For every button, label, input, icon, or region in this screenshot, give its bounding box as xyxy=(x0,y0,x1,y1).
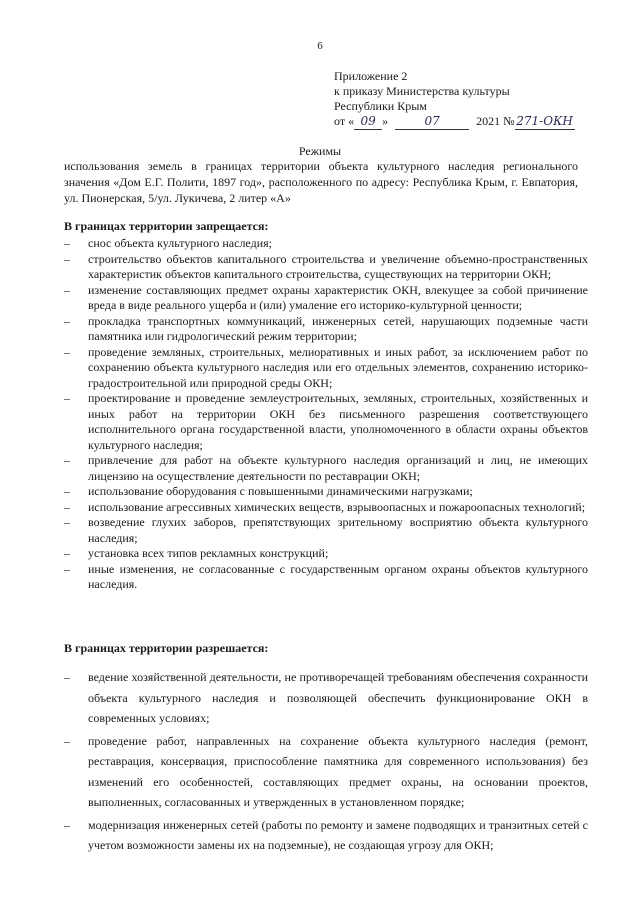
appendix-block xyxy=(334,69,575,130)
list-item: – установка всех типов рекламных конструкций; xyxy=(64,546,588,562)
allowed-heading: В границах территории разрешается: xyxy=(64,641,269,655)
list-item: – проведение земляных, строительных, мелиоративных и иных работ, за исключением работ по сохранению объекта культурного наследия или его отдельных элементов, сохранению историко-градостроительной или природной среды ОКН; xyxy=(64,345,588,392)
date-mid: » xyxy=(382,114,389,128)
order-date-line xyxy=(334,114,575,130)
appendix-line-3: Республики Крым xyxy=(334,99,427,113)
order-month: 07 xyxy=(395,114,469,130)
document-title: Режимы xyxy=(298,144,342,158)
list-item: – иные изменения, не согласованные с государственным органом охраны объектов культурного наследия. xyxy=(64,562,588,593)
intro-paragraph: использования земель в границах территории объекта культурного наследия регионального значения «Дом Е.Г. Полити, 1897 год», расположенного по адресу: Республика Крым, г. Евпатория, ул. Пионерская, 5/ул. Лукичева, 2 литер «А» xyxy=(64,159,578,205)
date-prefix: от « xyxy=(334,114,355,128)
list-item: – ведение хозяйственной деятельности, не противоречащей требованиям обеспечения сохранности объекта культурного наследия и позволяющей обеспечить функционирование ОКН в современных условиях; xyxy=(64,667,588,729)
list-item: – изменение составляющих предмет охраны характеристик ОКН, влекущее за собой причинение вреда в виде реального ущерба и (или) умаление его историко-культурной ценности; xyxy=(64,283,588,314)
allowed-list xyxy=(64,667,588,858)
list-item: – возведение глухих заборов, препятствующих зрительному восприятию объекта культурного наследия; xyxy=(64,515,588,546)
prohibited-list xyxy=(64,236,588,593)
order-year: 2021 № xyxy=(476,114,515,128)
order-day: 09 xyxy=(354,114,382,130)
page-number: 6 xyxy=(317,40,323,52)
order-number: 271-ОКН xyxy=(516,114,573,128)
appendix-line-1: Приложение 2 xyxy=(334,69,408,83)
list-item: – модернизация инженерных сетей (работы по ремонту и замене подводящих и транзитных сетей с учетом возможности замены их на подземные), не создающая угрозу для ОКН; xyxy=(64,815,588,856)
list-item: – прокладка транспортных коммуникаций, инженерных сетей, нарушающих подземные части памятника или гидрологический режим территории; xyxy=(64,314,588,345)
appendix-line-2: к приказу Министерства культуры xyxy=(334,84,510,98)
list-item: – проведение работ, направленных на сохранение объекта культурного наследия (ремонт, реставрация, консервация, приспособление памятника для современного использования) без изменений его особенностей, составляющих предмет охраны, на основании проектов, выполненных, согласованных и утвержденных в установленном порядке; xyxy=(64,731,588,813)
list-item: – использование агрессивных химических веществ, взрывоопасных и пожароопасных технологий; xyxy=(64,500,588,516)
list-item: – строительство объектов капитального строительства и увеличение объемно-пространственных характеристик объектов капитального строительства, существующих на территории ОКН; xyxy=(64,252,588,283)
list-item: – использование оборудования с повышенными динамическими нагрузками; xyxy=(64,484,588,500)
list-item: – проектирование и проведение землеустроительных, земляных, строительных, хозяйственных и иных работ на территории ОКН без письменного разрешения соответствующего исполнительного органа государственной власти, уполномоченного в области охраны объектов культурного наследия; xyxy=(64,391,588,453)
prohibited-heading: В границах территории запрещается: xyxy=(64,219,269,233)
list-item: – снос объекта культурного наследия; xyxy=(64,236,588,252)
list-item: – привлечение для работ на объекте культурного наследия организаций и лиц, не имеющих лицензию на осуществление деятельности по реставрации ОКН; xyxy=(64,453,588,484)
